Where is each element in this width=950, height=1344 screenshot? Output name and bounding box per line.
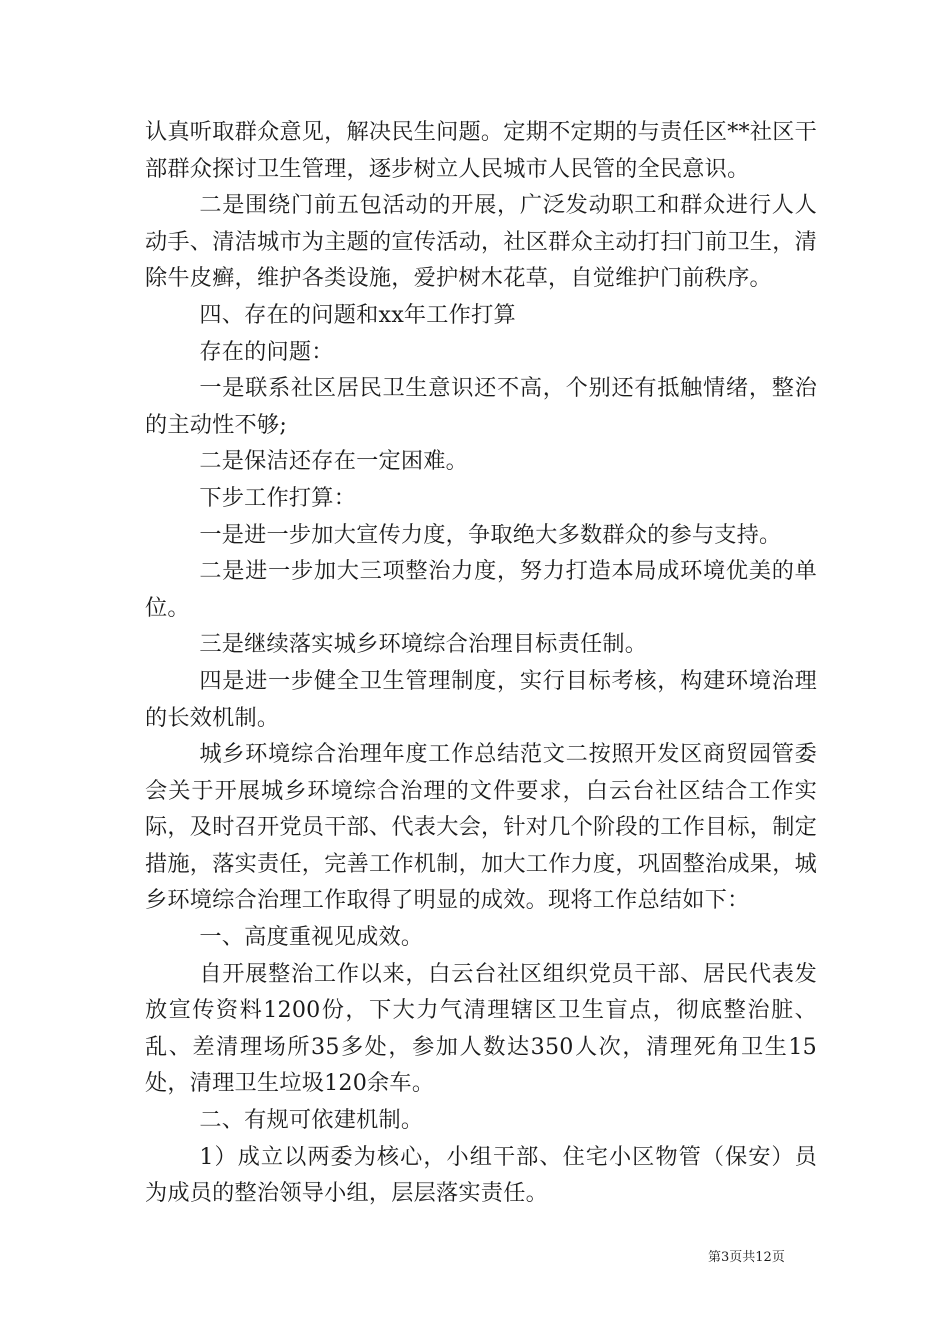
subheading: 下步工作打算： (199, 484, 357, 511)
subheading: 存在的问题： (199, 338, 334, 365)
paragraph: 认真听取群众意见，解决民生问题。定期不定期的与责任区**社区干部群众探讨卫生管理，逐步树立人民城市人民管的全民意识。 (145, 119, 817, 182)
paragraph: 1）成立以两委为核心，小组干部、住宅小区物管（保安）员为成员的整治领导小组，层层落实责任。 (145, 1143, 817, 1207)
paragraph: 城乡环境综合治理年度工作总结范文二按照开发区商贸园管委会关于开展城乡环境综合治理的文件要求，白云台社区结合工作实际，及时召开党员干部、代表大会，针对几个阶段的工作目标，制定措施，落实责任，完善工作机制，加大工作力度，巩固整治成果，城乡环境综合治理工作取得了明显的成效。现将工作总结如下： (145, 741, 817, 914)
paragraph: 二是围绕门前五包活动的开展，广泛发动职工和群众进行人人动手、清洁城市为主题的宣传活动，社区群众主动打扫门前卫生，清除牛皮癣，维护各类设施，爱护树木花草，自觉维护门前秩序。 (145, 192, 817, 292)
section-heading: 二、有规可依建机制。 (199, 1107, 424, 1134)
section-heading: 一、高度重视见成效。 (199, 924, 424, 951)
paragraph: 一是联系社区居民卫生意识还不高，个别还有抵触情绪，整治的主动性不够; (145, 375, 817, 438)
paragraph: 自开展整治工作以来，白云台社区组织党员干部、居民代表发放宣传资料1200份，下大力气清理辖区卫生盲点，彻底整治脏、乱、差清理场所35多处，参加人数达350人次，清理死角卫生15处，清理卫生垃圾120余车。 (145, 960, 817, 1097)
paragraph: 三是继续落实城乡环境综合治理目标责任制。 (199, 631, 648, 658)
paragraph: 一是进一步加大宣传力度，争取绝大多数群众的参与支持。 (199, 521, 782, 548)
document-body (145, 114, 817, 1212)
section-heading: 四、存在的问题和xx年工作打算 (199, 301, 516, 328)
paragraph: 二是进一步加大三项整治力度，努力打造本局成环境优美的单位。 (145, 558, 817, 621)
paragraph: 四是进一步健全卫生管理制度，实行目标考核，构建环境治理的长效机制。 (145, 667, 817, 731)
page-number: 第3页共12页 (708, 1250, 785, 1265)
paragraph: 二是保洁还存在一定困难。 (199, 448, 469, 475)
